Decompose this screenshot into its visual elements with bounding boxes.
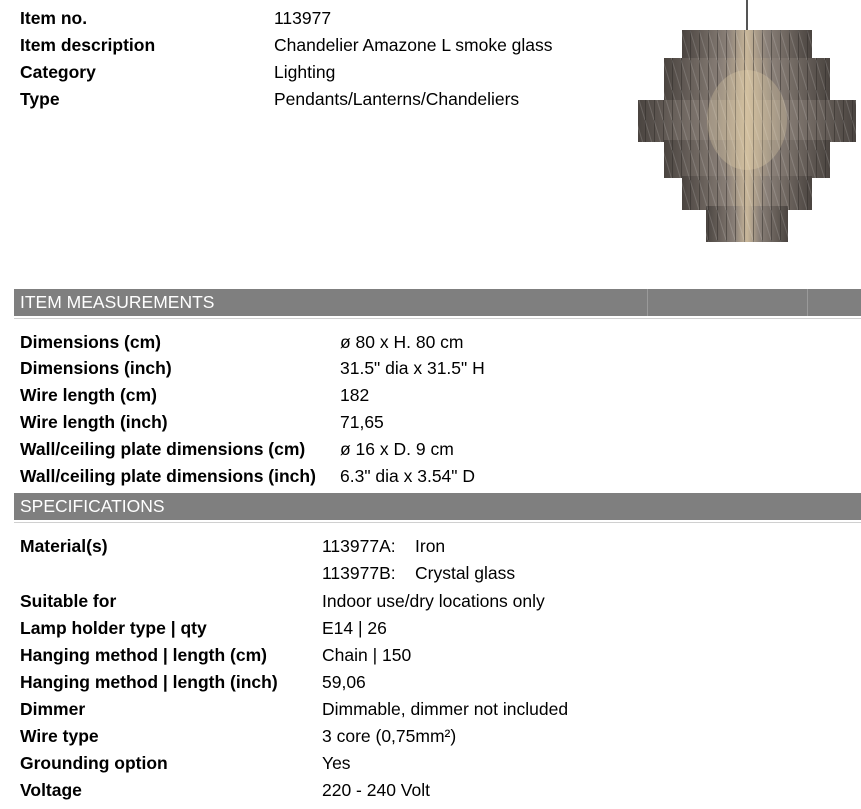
measurement-value: ø 16 x D. 9 cm bbox=[340, 439, 454, 459]
measurement-label: Wall/ceiling plate dimensions (inch) bbox=[20, 466, 316, 486]
spec-value: Yes bbox=[322, 753, 351, 773]
spec-label: Suitable for bbox=[20, 591, 117, 611]
measurement-label: Dimensions (cm) bbox=[20, 332, 161, 352]
spec-label: Wire type bbox=[20, 726, 99, 746]
section-header-specifications bbox=[14, 493, 861, 520]
material-item bbox=[322, 536, 445, 556]
grid-line bbox=[14, 522, 861, 523]
cell-divider bbox=[647, 289, 648, 316]
chandelier-image bbox=[636, 0, 858, 250]
grid-line bbox=[14, 318, 861, 319]
spec-value: 3 core (0,75mm²) bbox=[322, 726, 457, 746]
measurement-label: Wire length (inch) bbox=[20, 412, 168, 432]
spec-value: 59,06 bbox=[322, 672, 366, 692]
material-item bbox=[322, 563, 515, 583]
info-label: Type bbox=[20, 89, 60, 109]
material-value: Crystal glass bbox=[415, 563, 516, 583]
info-value: Chandelier Amazone L smoke glass bbox=[274, 35, 553, 55]
measurement-label: Wall/ceiling plate dimensions (cm) bbox=[20, 439, 306, 459]
spec-value: Chain | 150 bbox=[322, 645, 412, 665]
measurement-value: 71,65 bbox=[340, 412, 384, 432]
spec-value: E14 | 26 bbox=[322, 618, 387, 638]
spec-value: 220 - 240 Volt bbox=[322, 780, 430, 800]
measurement-value: 182 bbox=[340, 385, 370, 405]
info-value: Lighting bbox=[274, 62, 336, 82]
spec-value: Dimmable, dimmer not included bbox=[322, 699, 569, 719]
spec-label: Material(s) bbox=[20, 536, 108, 556]
info-label: Item description bbox=[20, 35, 156, 55]
spec-label: Dimmer bbox=[20, 699, 86, 719]
section-title: SPECIFICATIONS bbox=[20, 496, 165, 516]
measurement-value: 6.3" dia x 3.54" D bbox=[340, 466, 476, 486]
measurement-value: 31.5" dia x 31.5" H bbox=[340, 358, 485, 378]
cell-divider bbox=[807, 289, 808, 316]
spec-value: Indoor use/dry locations only bbox=[322, 591, 545, 611]
measurement-label: Wire length (cm) bbox=[20, 385, 157, 405]
section-header-measurements bbox=[14, 289, 861, 316]
material-value: Iron bbox=[415, 536, 446, 556]
spec-label: Voltage bbox=[20, 780, 82, 800]
info-value: 113977 bbox=[274, 8, 332, 28]
spec-label: Hanging method | length (cm) bbox=[20, 645, 267, 665]
measurement-value: ø 80 x H. 80 cm bbox=[340, 332, 464, 352]
info-label: Item no. bbox=[20, 8, 88, 28]
material-code: 113977A: bbox=[322, 536, 396, 556]
info-value: Pendants/Lanterns/Chandeliers bbox=[274, 89, 520, 109]
material-code: 113977B: bbox=[322, 563, 396, 583]
spec-label: Grounding option bbox=[20, 753, 168, 773]
measurement-label: Dimensions (inch) bbox=[20, 358, 172, 378]
spec-label: Lamp holder type | qty bbox=[20, 618, 207, 638]
info-label: Category bbox=[20, 62, 96, 82]
spec-label: Hanging method | length (inch) bbox=[20, 672, 278, 692]
section-title: ITEM MEASUREMENTS bbox=[20, 292, 215, 312]
